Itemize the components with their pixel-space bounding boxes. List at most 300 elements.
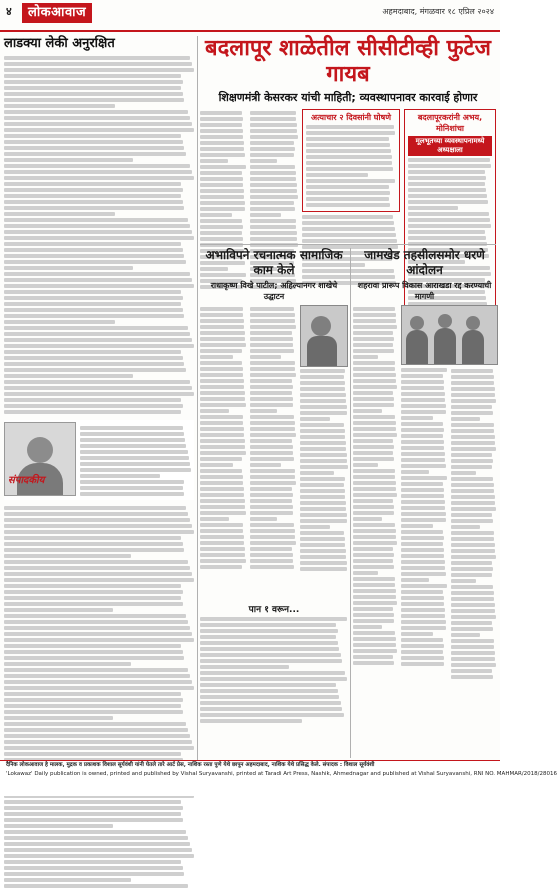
body-text-line xyxy=(4,524,192,528)
body-text-line xyxy=(353,319,396,323)
body-text-line xyxy=(401,518,446,522)
body-text-line xyxy=(200,111,242,115)
photo-person-head xyxy=(438,314,452,328)
body-text-line xyxy=(4,728,188,732)
body-text-line xyxy=(250,535,295,539)
highlight-box-2-title: बदलापूरकरांनी अभय, मोनिशांचा xyxy=(417,113,483,133)
body-text-line xyxy=(200,683,336,687)
editorial-inset-text xyxy=(80,424,192,498)
body-text-line xyxy=(4,554,131,558)
body-text-line xyxy=(250,237,297,241)
body-text-line xyxy=(200,231,242,235)
body-text-line xyxy=(401,404,446,408)
body-text-line xyxy=(200,635,336,639)
body-text-line xyxy=(4,692,181,696)
body-text-line xyxy=(353,511,394,515)
body-text-line xyxy=(4,236,194,240)
body-text-line xyxy=(401,632,433,636)
body-text-line xyxy=(4,752,181,756)
body-text-line xyxy=(200,463,233,467)
body-text-line xyxy=(200,701,341,705)
body-text-line xyxy=(4,170,192,174)
body-text-line xyxy=(200,565,242,569)
body-text-line xyxy=(250,355,281,359)
body-text-line xyxy=(401,542,443,546)
body-text-line xyxy=(401,524,433,528)
editorial-body-top xyxy=(4,56,196,414)
body-text-line xyxy=(451,627,493,631)
body-text-line xyxy=(353,487,396,491)
body-text-line xyxy=(401,548,444,552)
body-text-line xyxy=(300,537,345,541)
body-text-line xyxy=(451,453,492,457)
body-text-line xyxy=(250,337,293,341)
section-rule xyxy=(200,244,496,245)
body-text-line xyxy=(250,219,296,223)
body-text-line xyxy=(353,589,396,593)
masthead xyxy=(0,0,500,32)
body-text-line xyxy=(80,456,189,460)
body-text-line xyxy=(80,432,184,436)
body-text-line xyxy=(200,319,244,323)
body-text-line xyxy=(401,386,444,390)
body-text-line xyxy=(4,674,190,678)
body-text-line xyxy=(306,185,389,189)
body-text-line xyxy=(302,227,395,231)
body-text-line xyxy=(200,659,342,663)
body-text-line xyxy=(4,806,183,810)
body-text-line xyxy=(200,421,243,425)
body-text-line xyxy=(4,68,194,72)
body-text-line xyxy=(200,117,243,121)
body-text-line xyxy=(200,671,345,675)
body-text-line xyxy=(408,182,485,186)
body-text-line xyxy=(401,656,444,660)
body-text-line xyxy=(451,609,495,613)
body-text-line xyxy=(4,404,183,408)
body-text-line xyxy=(200,355,233,359)
body-text-line xyxy=(451,483,494,487)
body-text-line xyxy=(353,607,393,611)
body-text-line xyxy=(408,206,458,210)
body-text-line xyxy=(4,644,181,648)
body-text-line xyxy=(200,529,243,533)
body-text-line xyxy=(80,444,186,448)
body-text-line xyxy=(353,409,382,413)
body-text-line xyxy=(4,698,183,702)
body-text-line xyxy=(300,441,346,445)
body-text-line xyxy=(300,405,347,409)
body-text-line xyxy=(306,179,395,183)
body-text-line xyxy=(451,477,493,481)
body-text-line xyxy=(4,266,133,270)
editorial-body-bottom xyxy=(4,506,196,888)
body-text-line xyxy=(408,200,488,204)
body-text-line xyxy=(401,374,443,378)
body-text-line xyxy=(451,387,495,391)
body-text-line xyxy=(353,463,378,467)
body-text-line xyxy=(353,445,394,449)
body-text-line xyxy=(200,147,244,151)
body-text-line xyxy=(300,417,330,421)
body-text-line xyxy=(306,125,394,129)
body-text-line xyxy=(451,651,495,655)
body-text-line xyxy=(300,543,345,547)
body-text-line xyxy=(302,233,396,237)
body-text-line xyxy=(300,483,344,487)
body-text-line xyxy=(401,506,445,510)
body-text-line xyxy=(4,884,188,888)
mid-left-col-3 xyxy=(300,305,348,573)
body-text-line xyxy=(451,405,492,409)
body-text-line xyxy=(4,566,190,570)
body-text-line xyxy=(250,307,294,311)
body-text-line xyxy=(4,614,186,618)
photo-person-body xyxy=(434,328,456,364)
body-text-line xyxy=(4,194,181,198)
body-text-line xyxy=(451,519,493,523)
continuation-body xyxy=(200,617,348,723)
body-text-line xyxy=(4,92,183,96)
body-text-line xyxy=(300,471,334,475)
body-text-line xyxy=(4,680,192,684)
body-text-line xyxy=(4,146,184,150)
body-text-line xyxy=(451,429,494,433)
body-text-line xyxy=(250,463,281,467)
body-text-line xyxy=(353,373,396,377)
body-text-line xyxy=(4,248,183,252)
body-text-line xyxy=(4,410,181,414)
body-text-line xyxy=(408,230,485,234)
body-text-line xyxy=(4,530,194,534)
body-text-line xyxy=(353,637,396,641)
body-text-line xyxy=(300,549,346,553)
body-text-line xyxy=(200,535,244,539)
body-text-line xyxy=(4,98,184,102)
body-text-line xyxy=(200,123,242,127)
body-text-line xyxy=(200,713,344,717)
body-text-line xyxy=(353,361,395,365)
protest-photo xyxy=(401,305,498,365)
highlight-box-1 xyxy=(302,109,400,212)
body-text-line xyxy=(300,495,345,499)
body-text-line xyxy=(451,435,495,439)
body-text-line xyxy=(401,572,446,576)
body-text-line xyxy=(200,189,244,193)
body-text-line xyxy=(4,218,188,222)
body-text-line xyxy=(250,373,296,377)
body-text-line xyxy=(451,537,494,541)
editorial-section-label: संपादकीय xyxy=(8,475,45,486)
body-text-line xyxy=(353,493,397,497)
body-text-line xyxy=(4,854,194,858)
body-text-line xyxy=(353,553,394,557)
body-text-line xyxy=(451,645,494,649)
body-text-line xyxy=(4,212,115,216)
body-text-line xyxy=(250,547,292,551)
continuation-article xyxy=(200,600,348,725)
body-text-line xyxy=(401,614,445,618)
photo-figure-head xyxy=(27,437,53,463)
body-text-line xyxy=(300,387,345,391)
body-text-line xyxy=(200,559,246,563)
body-text-line xyxy=(401,458,445,462)
body-text-line xyxy=(408,218,490,222)
editorial-title: लाडक्या लेकी अनुरक्षित xyxy=(4,36,115,51)
body-text-line xyxy=(4,62,192,66)
body-text-line xyxy=(200,409,229,413)
body-text-line xyxy=(4,866,183,870)
body-text-line xyxy=(4,872,184,876)
body-text-line xyxy=(200,183,243,187)
body-text-line xyxy=(4,290,181,294)
body-text-line xyxy=(4,308,183,312)
body-text-line xyxy=(4,176,194,180)
body-text-line xyxy=(353,397,394,401)
body-text-line xyxy=(80,450,188,454)
body-text-line xyxy=(401,650,443,654)
mid-right-col-3 xyxy=(451,367,496,681)
body-text-line xyxy=(4,626,190,630)
body-text-line xyxy=(306,167,393,171)
body-text-line xyxy=(401,620,446,624)
body-text-line xyxy=(353,307,395,311)
body-text-line xyxy=(353,367,395,371)
body-text-line xyxy=(4,716,113,720)
body-text-line xyxy=(4,314,184,318)
column-rule xyxy=(350,248,351,758)
body-text-line xyxy=(200,547,245,551)
body-text-line xyxy=(200,647,339,651)
body-text-line xyxy=(401,368,447,372)
body-text-line xyxy=(451,675,493,679)
body-text-line xyxy=(4,74,181,78)
body-text-line xyxy=(300,375,344,379)
body-text-line xyxy=(306,143,390,147)
body-text-line xyxy=(200,523,243,527)
body-text-line xyxy=(401,500,445,504)
body-text-line xyxy=(80,486,183,490)
body-text-line xyxy=(408,224,491,228)
body-text-line xyxy=(408,188,486,192)
body-text-line xyxy=(353,427,396,431)
body-text-line xyxy=(200,337,245,341)
body-text-line xyxy=(300,423,344,427)
body-text-line xyxy=(353,583,395,587)
body-text-line xyxy=(451,369,493,373)
body-text-line xyxy=(353,517,382,521)
body-text-line xyxy=(4,608,113,612)
body-text-line xyxy=(353,523,395,527)
body-text-line xyxy=(4,704,181,708)
mid-right-col-2 xyxy=(401,305,447,668)
body-text-line xyxy=(401,512,446,516)
body-text-line xyxy=(250,171,296,175)
body-text-line xyxy=(4,368,186,372)
body-text-line xyxy=(401,602,444,606)
column-rule xyxy=(197,36,198,760)
body-text-line xyxy=(250,189,297,193)
body-text-line xyxy=(200,415,243,419)
body-text-line xyxy=(4,620,188,624)
body-text-line xyxy=(4,830,186,834)
body-text-line xyxy=(4,584,181,588)
body-text-line xyxy=(353,547,393,551)
body-text-line xyxy=(401,470,429,474)
photo-person-head xyxy=(410,316,424,330)
body-text-line xyxy=(306,149,391,153)
body-text-line xyxy=(451,597,494,601)
body-text-line xyxy=(4,230,192,234)
body-text-line xyxy=(200,517,229,521)
newspaper-logo: लोकआवाज xyxy=(22,3,92,23)
body-text-line xyxy=(353,313,396,317)
body-text-line xyxy=(4,278,192,282)
body-text-line xyxy=(250,421,295,425)
body-text-line xyxy=(250,439,292,443)
body-text-line xyxy=(353,457,394,461)
body-text-line xyxy=(353,385,397,389)
highlight-box-2-subtitle: मूलभूतच्या व्यवस्थापनामध्ये अध्यक्षाला xyxy=(408,136,492,156)
body-text-line xyxy=(353,337,394,341)
body-text-line xyxy=(200,367,243,371)
body-text-line xyxy=(200,719,302,723)
highlight-box-1-title: अत्याचार २ दिवसांनी घोषणे xyxy=(310,113,392,122)
body-text-line xyxy=(250,517,277,521)
dateline: अहमदाबाद, मंगळवार १८ एप्रिल २०२४ xyxy=(382,7,494,16)
body-text-line xyxy=(353,601,397,605)
body-text-line xyxy=(4,740,192,744)
mid-right-body xyxy=(353,305,496,725)
body-text-line xyxy=(401,446,444,450)
body-text-line xyxy=(401,380,444,384)
body-text-line xyxy=(306,197,389,201)
body-text-line xyxy=(250,541,296,545)
body-text-line xyxy=(4,296,183,300)
body-text-line xyxy=(4,572,192,576)
body-text-line xyxy=(401,434,443,438)
body-text-line xyxy=(353,355,378,359)
body-text-line xyxy=(451,669,492,673)
body-text-line xyxy=(4,398,181,402)
body-text-line xyxy=(4,650,183,654)
body-text-line xyxy=(200,237,243,241)
body-text-line xyxy=(200,219,242,223)
body-text-line xyxy=(302,215,393,219)
photo-person-head xyxy=(311,316,331,336)
body-text-line xyxy=(353,433,397,437)
body-text-line xyxy=(250,177,296,181)
body-text-line xyxy=(200,201,245,205)
body-text-line xyxy=(300,459,347,463)
body-text-line xyxy=(306,161,392,165)
body-text-line xyxy=(4,668,188,672)
body-text-line xyxy=(200,707,342,711)
body-text-line xyxy=(200,207,245,211)
body-text-line xyxy=(200,481,243,485)
body-text-line xyxy=(4,140,183,144)
body-text-line xyxy=(250,391,292,395)
body-text-line xyxy=(250,123,297,127)
body-text-line xyxy=(250,511,293,515)
body-text-line xyxy=(306,131,395,135)
body-text-line xyxy=(451,513,492,517)
body-text-line xyxy=(80,474,160,478)
body-text-line xyxy=(4,632,192,636)
body-text-line xyxy=(451,555,496,559)
body-text-line xyxy=(4,548,184,552)
body-text-line xyxy=(250,195,298,199)
body-text-line xyxy=(250,559,293,563)
body-text-line xyxy=(401,626,446,630)
body-text-line xyxy=(4,638,194,642)
body-text-line xyxy=(200,349,242,353)
body-text-line xyxy=(353,613,394,617)
body-text-line xyxy=(80,462,190,466)
body-text-line xyxy=(200,135,243,139)
imprint-line-marathi: दैनिक लोकआवाज हे मालक, मुद्रक व प्रकाशक विशाल सूर्यवंशी यांनी घेतले तारे आर्ट प्रेस, नाशिक रस्ता पुणे येथे छापून अहमदाबाद, नाशिक येथे प्रसिद्ध केले. संपादक : विशाल सूर्यवंशी xyxy=(6,762,375,768)
body-text-line xyxy=(451,615,496,619)
mid-left-col-3-text xyxy=(300,369,348,571)
body-text-line xyxy=(250,487,292,491)
body-text-line xyxy=(408,164,491,168)
body-text-line xyxy=(200,427,244,431)
body-text-line xyxy=(300,399,346,403)
top-article-subheadline: शिक्षणमंत्री केसरकर यांची माहिती; व्यवस्थापनावर कारवाई होणार xyxy=(218,91,478,104)
body-text-line xyxy=(250,523,294,527)
body-text-line xyxy=(250,231,297,235)
body-text-line xyxy=(401,536,444,540)
body-text-line xyxy=(250,481,296,485)
body-text-line xyxy=(4,302,181,306)
body-text-line xyxy=(80,480,184,484)
body-text-line xyxy=(4,128,194,132)
body-text-line xyxy=(451,591,494,595)
body-text-line xyxy=(451,423,494,427)
body-text-line xyxy=(4,506,186,510)
body-text-line xyxy=(4,164,190,168)
body-text-line xyxy=(401,488,444,492)
body-text-line xyxy=(451,465,492,469)
body-text-line xyxy=(4,878,131,882)
body-text-line xyxy=(200,177,243,181)
imprint-line-english: 'Lokawaz' Daily publication is owned, printed and published by Vishal Suryavanshi, printed at Taradi Art Press, Nashik, Ahmednagar and published at Vishal Suryavanshi, RNI NO. MAHMAR/2018/28016 xyxy=(6,771,557,777)
body-text-line xyxy=(200,439,245,443)
body-text-line xyxy=(200,397,245,401)
body-text-line xyxy=(250,433,296,437)
body-text-line xyxy=(200,159,228,163)
body-text-line xyxy=(353,535,396,539)
body-text-line xyxy=(451,447,496,451)
body-text-line xyxy=(451,507,496,511)
body-text-line xyxy=(4,662,131,666)
body-text-line xyxy=(451,399,496,403)
body-text-line xyxy=(250,565,294,569)
body-text-line xyxy=(250,153,294,157)
body-text-line xyxy=(451,561,492,565)
body-text-line xyxy=(451,621,492,625)
editorial-inset xyxy=(4,420,194,500)
body-text-line xyxy=(250,529,295,533)
body-text-line xyxy=(4,386,192,390)
body-text-line xyxy=(401,566,445,570)
body-text-line xyxy=(408,170,485,174)
body-text-line xyxy=(250,379,292,383)
body-text-line xyxy=(353,595,396,599)
body-text-line xyxy=(200,451,246,455)
body-text-line xyxy=(4,542,183,546)
body-text-line xyxy=(451,531,494,535)
